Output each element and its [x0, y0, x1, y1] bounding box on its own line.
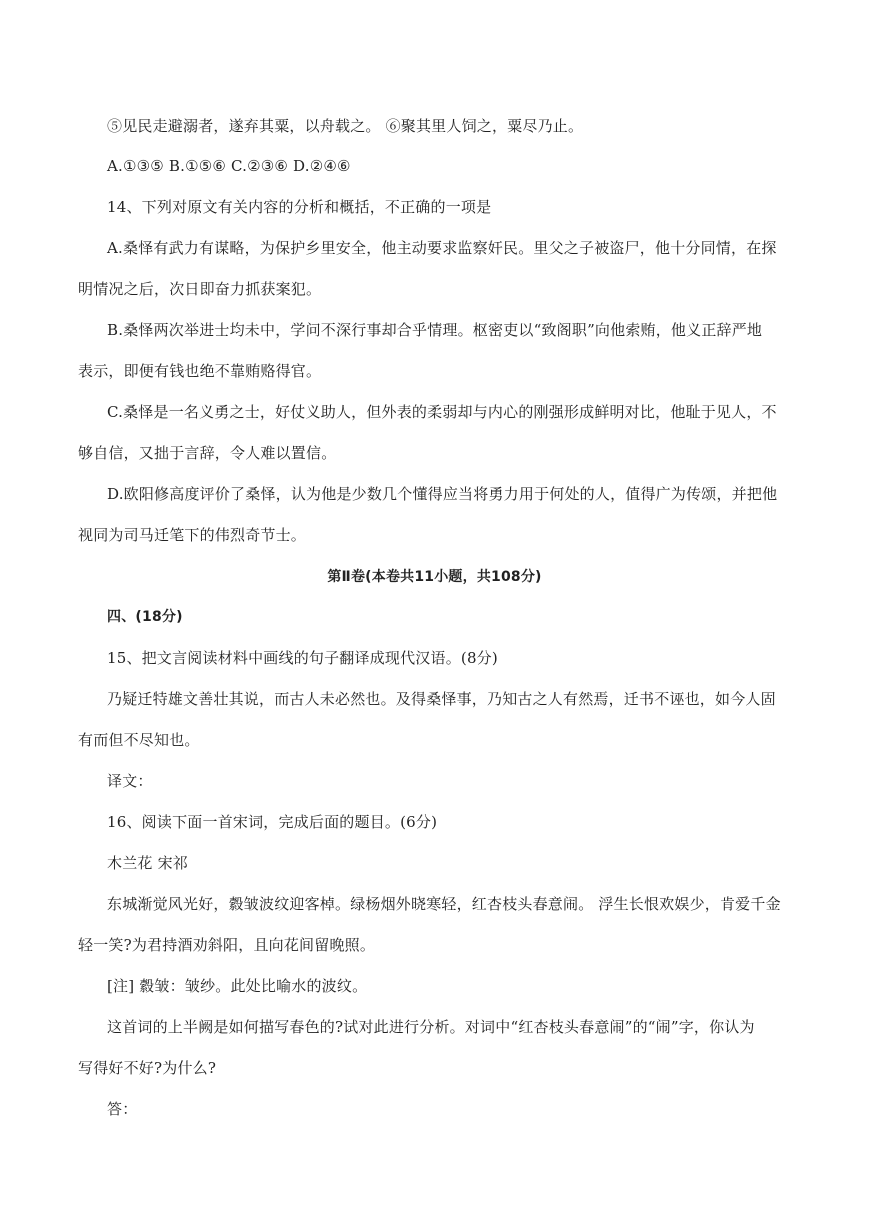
q15-passage-line2: 有而但不尽知也。 — [78, 731, 200, 749]
answer-choices-q13: A.①③⑤ B.①⑤⑥ C.②③⑥ D.②④⑥ — [107, 157, 351, 175]
poem-note: [注] 縠皱：皱纱。此处比喻水的波纹。 — [107, 977, 368, 995]
section-title-volume-2: 第Ⅱ卷(本卷共11小题，共108分) — [327, 569, 542, 585]
option-line-5-6: ⑤见民走避溺者，遂弃其粟，以舟载之。 ⑥聚其里人饲之，粟尽乃止。 — [107, 117, 584, 135]
q15-passage-line1: 乃疑迁特雄文善壮其说，而古人未必然也。及得桑怿事，乃知古之人有然焉，迁书不诬也，如今人固 — [107, 690, 776, 708]
poem-title: 木兰花 宋祁 — [107, 854, 188, 872]
question-15-stem: 15、把文言阅读材料中画线的句子翻译成现代汉语。(8分) — [107, 649, 498, 667]
poem-line1: 东城渐觉风光好，縠皱波纹迎客棹。绿杨烟外晓寒轻，红杏枝头春意闹。 浮生长恨欢娱少，肯爱千金 — [107, 895, 781, 913]
q14-option-c-line1: C.桑怿是一名义勇之士，好仗义助人，但外表的柔弱却与内心的刚强形成鲜明对比，他耻于见人，不 — [107, 403, 777, 421]
q14-option-b-line1: B.桑怿两次举进士均未中，学问不深行事却合乎情理。枢密吏以“致阁职”向他索贿，他义正辞严地 — [107, 321, 763, 339]
q14-option-b-line2: 表示，即便有钱也绝不靠贿赂得官。 — [78, 362, 322, 380]
q14-option-d-line2: 视同为司马迁笔下的伟烈奇节士。 — [78, 526, 307, 544]
translation-label: 译文： — [107, 772, 153, 790]
q14-option-c-line2: 够自信，又拙于言辞，令人难以置信。 — [78, 444, 337, 462]
q16-prompt-line1: 这首词的上半阙是如何描写春色的?试对此进行分析。对词中“红杏枝头春意闹”的“闹”字，你认为 — [107, 1018, 755, 1036]
q14-option-d-line1: D.欧阳修高度评价了桑怿，认为他是少数几个懂得应当将勇力用于何处的人，值得广为传颂，并把他 — [107, 485, 778, 503]
q16-prompt-line2: 写得好不好?为什么? — [78, 1059, 217, 1077]
answer-label: 答： — [107, 1100, 138, 1118]
section-four-heading: 四、(18分) — [107, 609, 183, 625]
q14-option-a-line2: 明情况之后，次日即奋力抓获案犯。 — [78, 280, 322, 298]
question-16-stem: 16、阅读下面一首宋词，完成后面的题目。(6分) — [107, 813, 438, 831]
q14-option-a-line1: A.桑怿有武力有谋略，为保护乡里安全，他主动要求监察奸民。里父之子被盗尸，他十分同情，在探 — [107, 239, 777, 257]
poem-line2: 轻一笑?为君持酒劝斜阳，且向花间留晚照。 — [78, 936, 376, 954]
question-14-stem: 14、下列对原文有关内容的分析和概括，不正确的一项是 — [107, 198, 492, 216]
